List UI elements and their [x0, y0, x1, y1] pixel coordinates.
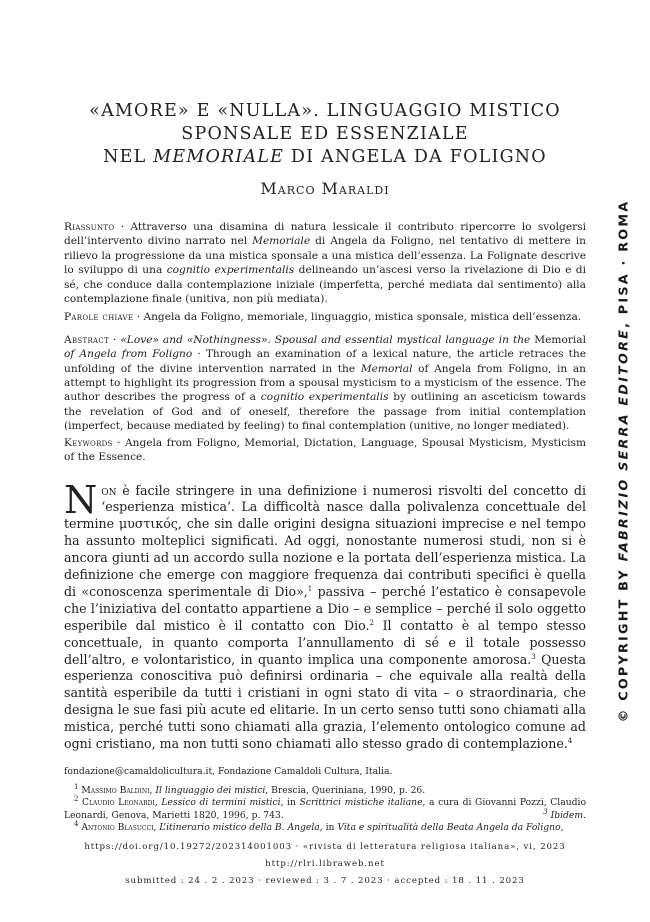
riassunto-italic: Memoriale: [252, 235, 311, 248]
abstract-text: of Angela from Foligno, in an attempt to highlight its progression from a spousal mysticism to a mysticism of the essence. The author describes the progress of a: [64, 362, 587, 404]
footnote-ibid: Ibidem.: [550, 809, 586, 821]
footnote-ref[interactable]: 2: [369, 618, 374, 627]
greek-term: μυστικός: [118, 516, 178, 532]
keywords-text: Angela from Foligno, Memorial, Dictation, Language, Spousal Mysticism, Mysticism of the Essence.: [64, 436, 586, 464]
drop-cap: N: [64, 477, 98, 522]
footnote-number: 2: [74, 795, 79, 804]
copyright-text: © COPYRIGHT BY: [616, 561, 632, 723]
abstract-label: Abstract: [64, 333, 110, 346]
title-line-3-post: DI ANGELA DA FOLIGNO: [284, 147, 547, 167]
riassunto-text: Attraverso una disamina di natura lessicale il contributo ripercorre lo svolgersi dell’intervento divino narrato nel: [64, 221, 586, 248]
riassunto: [64, 220, 586, 306]
separator: ,: [154, 797, 162, 809]
article-title: [64, 100, 586, 169]
footnote-text: , in: [319, 822, 338, 834]
footnote-title: Il linguaggio dei mistici: [155, 784, 266, 796]
publisher-name: FABRIZIO SERRA EDITORE: [616, 327, 632, 562]
footnote-ref[interactable]: 1: [307, 584, 313, 593]
doi-line[interactable]: https://doi.org/10.19272/202314001003 · «rivista di letteratura religiosa italiana», vi, 2023: [84, 842, 566, 852]
footnote-title: Vita e spiritualità della Beata Angela da Foligno: [337, 822, 561, 834]
footnote-text: , a cura di Giovanni Pozzi, Claudio Leonardi, Genova, Marietti 1820, 1996, p. 743.: [64, 797, 586, 821]
dates-line: submitted : 24 . 2 . 2023 · reviewed : 3 . 7 . 2023 · accepted : 18 . 11 . 2023: [125, 876, 525, 886]
article: [64, 100, 586, 753]
footnote-number: 3: [543, 807, 548, 816]
footnote-ref[interactable]: 3: [531, 652, 536, 661]
footnote-number: 4: [74, 820, 79, 829]
body-smallcaps: on: [101, 482, 117, 498]
abstract-title-roman: Memorial: [534, 333, 586, 346]
footnote-text: , in: [280, 797, 300, 809]
separator: ·: [109, 333, 121, 346]
parole-chiave-text: Angela da Foligno, memoriale, linguaggio, mistica sponsale, mistica dell’essenza.: [143, 311, 582, 324]
parole-chiave: [64, 310, 586, 324]
footnotes: [64, 766, 586, 835]
abstract-italic: Memorial: [360, 362, 413, 375]
parole-chiave-label: Parole chiave: [64, 311, 134, 324]
title-line-1: «AMORE» E «NULLA». LINGUAGGIO MISTICO: [89, 101, 561, 121]
contact-line: fondazione@camaldolicultura.it, Fondazione Camaldoli Cultura, Italia.: [64, 766, 393, 777]
footnote-author: Claudio Leonardi: [82, 797, 155, 809]
separator: ,: [153, 822, 160, 834]
footnote-2: [64, 797, 586, 822]
riassunto-text: di Angela da Foligno, nel tentativo di mettere in rilievo la progressione da una mistica sponsale a una mistica dell’essenza. La Folignate descrive lo sviluppo di una: [64, 235, 586, 277]
author-name: Marco Maraldi: [260, 179, 390, 198]
body-paragraph: [64, 477, 586, 754]
footnote-ref[interactable]: 4: [567, 736, 573, 745]
body-text: passiva – perché l’estatico è consapevole che l’iniziativa del contatto appartiene a Dio – e semplice – perché il solo oggetto esperibile dal mistico è il contatto con Dio.: [64, 583, 586, 633]
abstract-text: Through an examination of a lexical nature, the article retraces the unfolding of the divine intervention narrated in the: [64, 348, 586, 375]
riassunto-italic: cognitio experimentalis: [166, 264, 295, 277]
footnote-author: Antonio Blasucci: [81, 822, 154, 834]
copyright-text: , PISA · ROMA: [616, 199, 632, 328]
footnote-3: [533, 807, 586, 823]
title-line-2: SPONSALE ED ESSENZIALE: [181, 124, 469, 144]
abstract-text: by outlining an asceticism towards the revelation of God and of oneself, therefore the passage from initial contemplation (imperfect, because mediated by feeling) to final contemplation (unitive, no longer mediated).: [64, 391, 586, 433]
footnote-text: , Brescia, Queriniana, 1990, p. 26.: [265, 784, 426, 796]
title-line-3-pre: NEL: [103, 147, 154, 167]
abstract-italic: cognitio experimentalis: [260, 391, 389, 404]
keywords-label: Keywords: [64, 436, 113, 449]
separator: ·: [133, 311, 144, 324]
footnote-title: Lessico di termini mistici: [161, 797, 281, 809]
separator: ·: [114, 221, 131, 233]
footnote-title: L’itinerario mistico della B. Angela: [159, 822, 320, 834]
copyright-notice: [617, 200, 632, 723]
body-text: è facile stringere in una definizione i numerosi risvolti del concetto di ‘esperienza mistica’. La difficoltà nasce dalla polivalenza concettuale del termine: [64, 482, 586, 532]
footnote-author: Massimo Baldini: [81, 784, 150, 796]
abstract: [64, 333, 586, 434]
footnote-text: ,: [560, 822, 564, 834]
riassunto-label: Riassunto: [64, 221, 115, 233]
riassunto-text: delineando un’ascesi verso la rivelazione di Dio e di sé, che conduce dalla contemplazione iniziale (imperfetta, perché mediata dal sentimento) alla contemplazione finale (unitiva, non più mediata).: [64, 264, 586, 306]
title-line-3-italic: MEMORIALE: [153, 147, 285, 167]
abstract-title: «Love» and «Nothingness». Spousal and essential mystical language in the: [120, 333, 535, 346]
footnote-number: 1: [74, 782, 79, 791]
separator: ,: [149, 784, 156, 796]
abstract-title: of Angela from Foligno: [64, 348, 193, 361]
body-text: Questa esperienza conoscitiva può definirsi ordinaria – che equivale alla realtà della santità esperibile da tutti i cristiani in ogni stato di vita – o straordinaria, che designa le sue fasi più acute ed elitarie. In un certo senso tutti sono chiamati alla mistica, perché tutti sono chiamati alla grazia, l’elemento ontologico comune ad ogni cristiano, ma non tutti sono chiamati allo stesso grado di contemplazione.: [64, 651, 586, 752]
body-text: Il contatto è al tempo stesso concettuale, in quanto comporta l’annullamento di sé e il totale possesso dell’altro, e volontaristico, in quanto implica una componente amorosa.: [64, 617, 586, 667]
separator: ·: [192, 348, 206, 361]
footnote-4: [64, 822, 586, 835]
separator: ·: [112, 436, 125, 449]
footnote-1: [64, 782, 586, 798]
keywords: [64, 436, 586, 465]
body-text: , che sin dalle origini designa situazioni imprecise e nel tempo ha assunto molteplici significati. Ad oggi, nonostante numerosi studi, non si è ancora giunti ad un accordo sulla nozione e la portata dell’esperienza mistica. La definizione che emerge con maggiore frequenza dai contributi specifici è quella di «conoscenza sperimentale di Dio»,: [64, 516, 586, 599]
website-link[interactable]: http://rlri.libraweb.net: [265, 859, 385, 869]
footnote-title: Scrittrici mistiche italiane: [299, 797, 423, 809]
